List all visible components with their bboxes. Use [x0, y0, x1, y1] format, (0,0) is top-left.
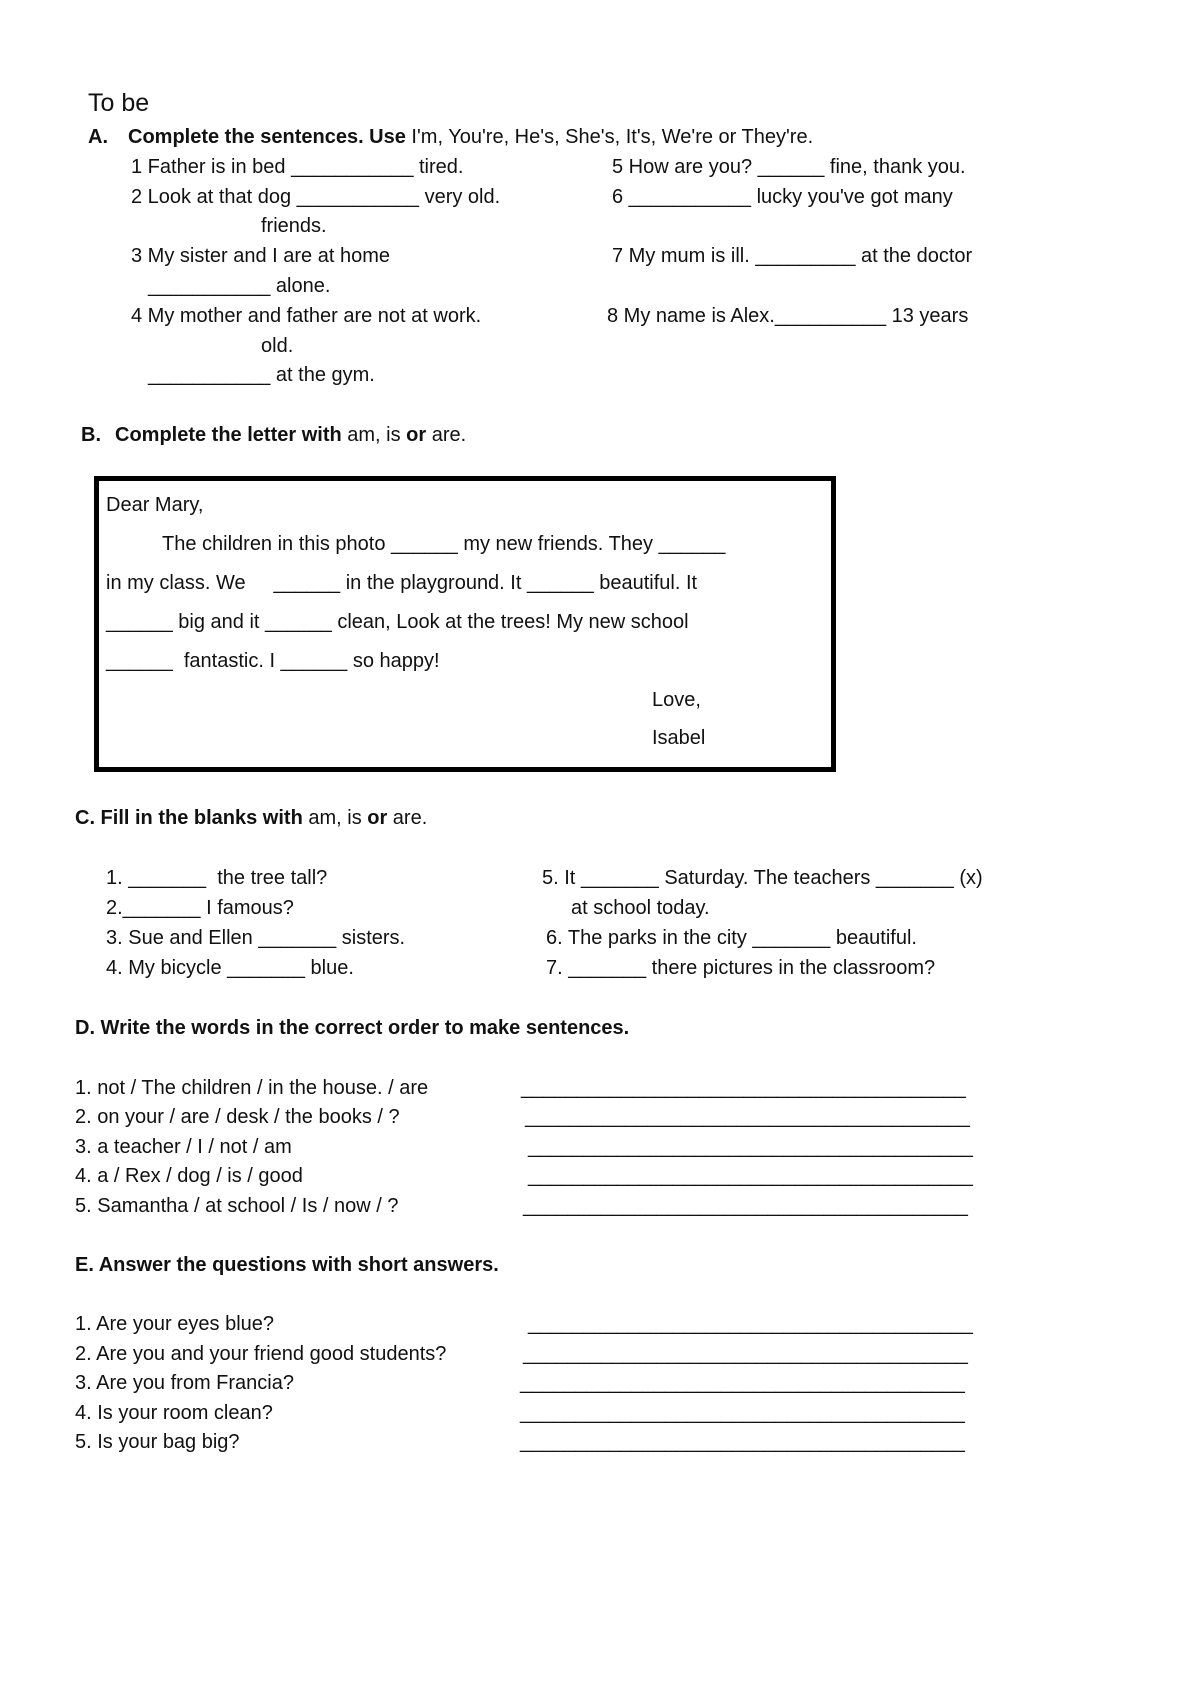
section-c-q1: 1. _______ the tree tall?: [106, 867, 328, 889]
letter-line-4: ______ fantastic. I ______ so happy!: [106, 650, 440, 672]
section-e-answer-line-1[interactable]: ________________________________________: [528, 1313, 973, 1335]
letter-closing: Love,: [652, 689, 701, 711]
section-a-q5: 5 How are you? ______ fine, thank you.: [612, 156, 966, 178]
section-d-item-2: 2. on your / are / desk / the books / ?: [75, 1106, 400, 1128]
letter-greeting: Dear Mary,: [106, 494, 204, 516]
section-b-word-or: or: [406, 424, 427, 446]
section-c-q4: 4. My bicycle _______ blue.: [106, 957, 354, 979]
section-a-instruction-bold: Complete the sentences. Use: [128, 126, 406, 148]
section-e-item-3: 3. Are you from Francia?: [75, 1372, 294, 1394]
section-d-answer-line-5[interactable]: ________________________________________: [523, 1195, 968, 1217]
section-e-heading: E. Answer the questions with short answers.: [75, 1254, 499, 1276]
section-e-answer-line-3[interactable]: ________________________________________: [520, 1372, 965, 1394]
section-d-item-3: 3. a teacher / I / not / am: [75, 1136, 292, 1158]
section-c-q6: 6. The parks in the city _______ beautiful.: [546, 927, 917, 949]
page-title: To be: [88, 89, 150, 117]
section-c-q5-continued: at school today.: [571, 897, 710, 919]
section-a-q8: 8 My name is Alex.__________ 13 years: [607, 305, 969, 327]
letter-line-3: ______ big and it ______ clean, Look at the trees! My new school: [106, 611, 689, 633]
section-a-heading: [88, 127, 813, 147]
section-a-instruction-rest: I'm, You're, He's, She's, It's, We're or They're.: [405, 126, 814, 148]
section-b-word-am-is: am, is: [341, 424, 407, 446]
section-c-word-or: or: [367, 807, 388, 829]
section-c-instruction-bold: C. Fill in the blanks with: [75, 807, 303, 829]
section-b-heading: [81, 425, 466, 445]
section-a-q7: 7 My mum is ill. _________ at the doctor: [612, 245, 973, 267]
letter-line-2: in my class. We ______ in the playground. It ______ beautiful. It: [106, 572, 698, 594]
section-c-q5: 5. It _______ Saturday. The teachers _______ (x): [542, 867, 983, 889]
section-a-q1: 1 Father is in bed ___________ tired.: [131, 156, 464, 178]
section-d-item-1: 1. not / The children / in the house. / are: [75, 1077, 429, 1099]
section-e-answer-line-5[interactable]: ________________________________________: [520, 1431, 965, 1453]
letter-signature: Isabel: [652, 727, 706, 749]
section-e-item-5: 5. Is your bag big?: [75, 1431, 240, 1453]
section-b-instruction-bold: Complete the letter with: [115, 424, 342, 446]
section-a-q4-continued: ___________ at the gym.: [148, 364, 375, 386]
section-d-answer-line-4[interactable]: ________________________________________: [528, 1165, 973, 1187]
section-a-q6-continued: friends.: [261, 215, 327, 237]
section-c-q2: 2._______ I famous?: [106, 897, 294, 919]
section-d-answer-line-1[interactable]: ________________________________________: [521, 1077, 966, 1099]
section-e-item-1: 1. Are your eyes blue?: [75, 1313, 275, 1335]
section-d-item-5: 5. Samantha / at school / Is / now / ?: [75, 1195, 399, 1217]
section-e-answer-line-2[interactable]: ________________________________________: [523, 1343, 968, 1365]
section-a-q2: 2 Look at that dog ___________ very old.: [131, 186, 501, 208]
letter-line-1: The children in this photo ______ my new friends. They ______: [162, 533, 726, 555]
section-c-word-are: are.: [387, 807, 428, 829]
section-d-heading: D. Write the words in the correct order to make sentences.: [75, 1017, 630, 1039]
section-d-item-4: 4. a / Rex / dog / is / good: [75, 1165, 303, 1187]
section-d-answer-line-3[interactable]: ________________________________________: [528, 1136, 973, 1158]
section-c-heading: [75, 808, 427, 828]
section-c-q7: 7. _______ there pictures in the classroom?: [546, 957, 936, 979]
section-a-q3-continued: ___________ alone.: [148, 275, 331, 297]
section-a-q4: 4 My mother and father are not at work.: [131, 305, 482, 327]
section-a-q3: 3 My sister and I are at home: [131, 245, 391, 267]
section-a-letter: A.: [88, 126, 108, 148]
section-b-word-are: are.: [426, 424, 467, 446]
section-e-item-2: 2. Are you and your friend good students?: [75, 1343, 447, 1365]
section-a-q6: 6 ___________ lucky you've got many: [612, 186, 953, 208]
section-e-answer-line-4[interactable]: ________________________________________: [520, 1402, 965, 1424]
section-c-word-am-is: am, is: [302, 807, 368, 829]
section-e-item-4: 4. Is your room clean?: [75, 1402, 273, 1424]
section-a-q8-continued: old.: [261, 335, 294, 357]
section-b-letter: B.: [81, 424, 101, 446]
section-c-q3: 3. Sue and Ellen _______ sisters.: [106, 927, 406, 949]
section-d-answer-line-2[interactable]: ________________________________________: [525, 1106, 970, 1128]
